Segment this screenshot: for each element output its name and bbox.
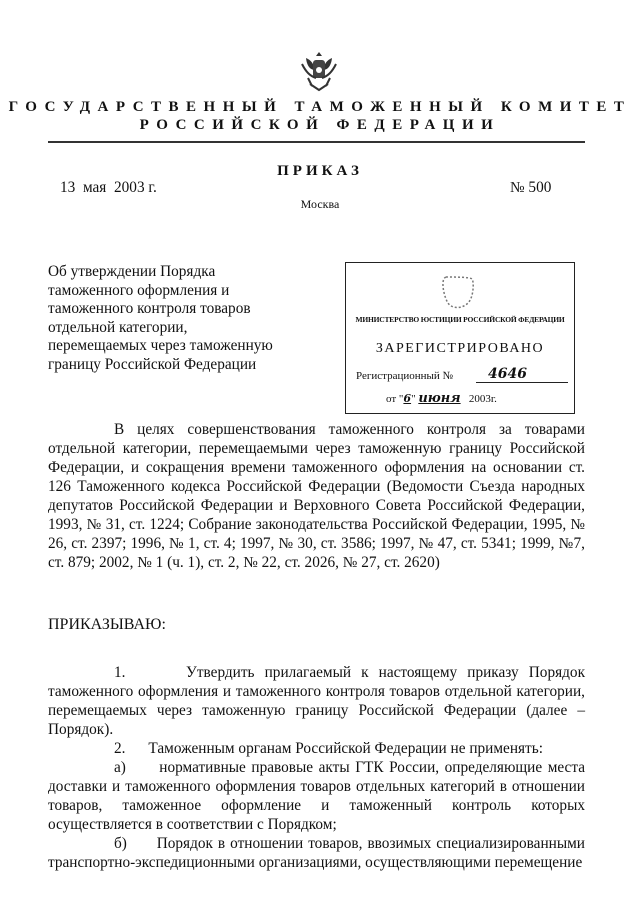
item-1: 1. Утвердить прилагаемый к настоящему приказу Порядок таможенного оформления и таможенного контроля товаров отдельной категории, перемещаемых через таможенную границу Российской Федерации (далее – Порядок).	[48, 664, 589, 738]
registration-stamp	[345, 262, 575, 414]
stamp-date-prefix: от "	[386, 393, 404, 405]
stamp-reg-label: Регистрационный №	[356, 370, 454, 382]
stamp-emblem-icon	[438, 271, 478, 313]
doc-title	[48, 263, 273, 374]
item-2b: б) Порядок в отношении товаров, ввозимых специализированными транспортно-экспедиционными организациями, осуществляющими перемещение	[48, 835, 589, 871]
title-line: таможенного контроля товаров	[48, 300, 251, 317]
stamp-date	[386, 391, 497, 406]
doc-number: № 500	[510, 179, 552, 196]
preamble: В целях совершенствования таможенного контроля за товарами отдельной категории, перемещаемыми через таможенную границу Российской Федерации, и сокращения времени таможенного оформления на основании ст. 126 Таможенного кодекса Российской Федерации (Ведомости Съезда народных депутатов Российской Федерации и Верховного Совета Российской Федерации, 1993, № 31, ст. 1224; Собрание законодательства Российской Федерации, 1995, № 26, ст. 2397; 1996, № 1, ст. 4; 1997, № 30, ст. 3586; 1997, № 47, ст. 5341; 1999, №7, ст. 879; 2002, № 1 (ч. 1), ст. 2, № 22, ст. 2026, № 27, ст. 2620)	[48, 421, 585, 571]
agency-name-line2: РОССИЙСКОЙ ФЕДЕРАЦИИ	[139, 117, 501, 133]
item-2a: а) нормативные правовые акты ГТК России, определяющие места доставки и таможенного оформления товаров отдельных категорий в отношении товаров, таможенное оформление и таможенный контроль которых осуществляется в соответствии с Порядком;	[48, 759, 589, 833]
agency-name-line1: ГОСУДАРСТВЕННЫЙ ТАМОЖЕННЫЙ КОМИТЕТ	[8, 99, 632, 115]
title-line: таможенного оформления и	[48, 281, 230, 299]
order-word: ПРИКАЗЫВАЮ:	[48, 616, 166, 633]
coat-of-arms-icon	[296, 48, 342, 94]
stamp-month: июня	[418, 391, 461, 406]
stamp-reg-number: 4646	[476, 366, 568, 383]
title-line: отдельной категории,	[48, 318, 188, 336]
doc-type: ПРИКАЗ	[277, 163, 363, 179]
title-line: Об утверждении Порядка	[48, 263, 216, 280]
stamp-date-mid: "	[411, 393, 416, 405]
doc-date: 13 мая 2003 г.	[60, 179, 157, 196]
stamp-year: 2003г.	[468, 393, 497, 405]
stamp-status: ЗАРЕГИСТРИРОВАНО	[375, 341, 545, 356]
header-rule	[48, 141, 585, 143]
item-2: 2. Таможенным органам Российской Федерации не применять:	[114, 740, 543, 757]
stamp-ministry: МИНИСТЕРСТВО ЮСТИЦИИ РОССИЙСКОЙ ФЕДЕРАЦИИ	[355, 315, 565, 324]
stamp-day: 6	[403, 392, 412, 405]
title-line: границу Российской Федерации	[48, 355, 257, 373]
title-line: перемещаемых через таможенную	[48, 337, 273, 354]
doc-city: Москва	[300, 197, 340, 211]
